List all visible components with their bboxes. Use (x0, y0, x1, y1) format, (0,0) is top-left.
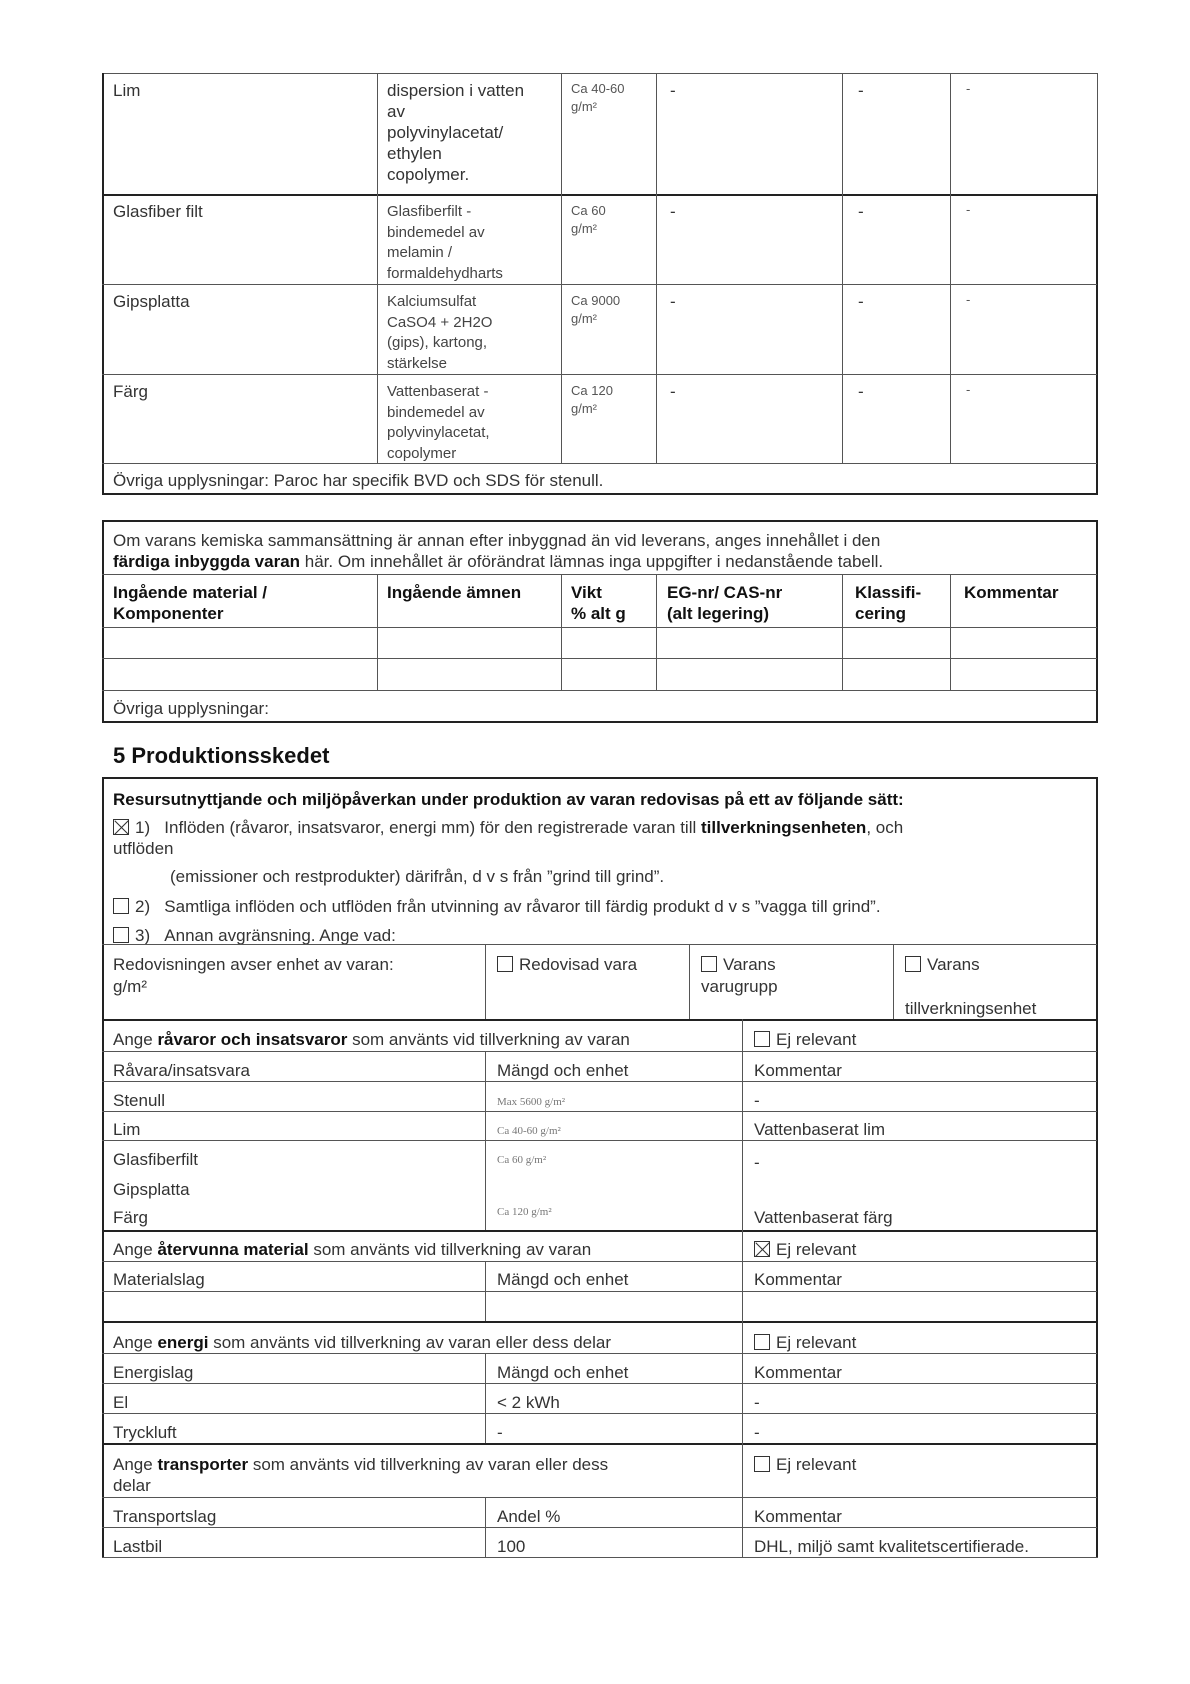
material-cell: Lim (113, 81, 141, 100)
col-header: Kommentar (754, 1363, 842, 1382)
recycled-title (113, 1239, 591, 1260)
weight-line: Ca 120 (571, 383, 613, 398)
divider (102, 284, 1097, 285)
option-1-line3: (emissioner och restprodukter) därifrån, d v s från ”grind till grind”. (170, 867, 665, 886)
divider (102, 374, 1097, 375)
unit-option-group[interactable] (701, 954, 776, 975)
header-weight (571, 582, 626, 624)
divider (102, 1383, 1097, 1384)
divider (485, 1353, 486, 1443)
option-bold: tillverkningsenheten (700, 818, 867, 837)
class-cell: - (858, 292, 864, 311)
substance-line: stärkelse (387, 354, 448, 372)
comment-cell: - (966, 202, 971, 217)
other-info: Övriga upplysningar: (113, 699, 269, 718)
divider (842, 73, 843, 463)
unit-label: Redovisningen avser enhet av varan: (113, 955, 394, 974)
raw-materials-title (113, 1029, 630, 1050)
option-text: Samtliga inflöden och utflöden från utvinning av råvaror till färdig produkt d v s ”vagga till grind”. (164, 897, 881, 916)
divider (102, 1140, 1097, 1141)
divider (1096, 194, 1098, 494)
energy-title (113, 1332, 611, 1353)
divider (102, 1443, 1098, 1445)
option-1[interactable] (113, 817, 903, 838)
divider (950, 73, 951, 463)
weight-cell (571, 80, 624, 116)
header-line: cering (855, 604, 907, 623)
col-header: Mängd och enhet (497, 1270, 629, 1289)
divider (561, 574, 562, 690)
checkbox-label: Ej relevant (776, 1333, 857, 1352)
substance-line: ethylen (387, 144, 442, 163)
method-intro: Resursutnyttjande och miljöpåverkan under produktion av varan redovisas på ett av följande sätt: (113, 790, 904, 809)
col-header: Kommentar (754, 1061, 842, 1080)
divider (102, 1291, 1097, 1292)
raw-name: Lim (113, 1120, 141, 1139)
substance-line: bindemedel av (387, 403, 485, 421)
energy-name: Tryckluft (113, 1423, 177, 1442)
intro-text-2 (113, 551, 883, 572)
divider (102, 944, 1097, 945)
substance-line: polyvinylacetat, (387, 424, 490, 441)
divider (377, 73, 378, 463)
option-tail: , och (866, 818, 904, 837)
divider (950, 574, 951, 690)
substance-line: Glasfiberfilt - (387, 203, 472, 220)
material-cell: Färg (113, 382, 148, 401)
raw-amount: Ca 120 g/m² (497, 1206, 552, 1218)
material-cell: Gipsplatta (113, 292, 190, 311)
weight-line: g/m² (571, 99, 597, 114)
title-bold: energi (157, 1333, 209, 1352)
header-line: Ingående material / (113, 583, 267, 602)
header-line: Komponenter (113, 604, 224, 623)
raw-comment: Vattenbaserat färg (754, 1208, 893, 1227)
checkbox-label: Ej relevant (776, 1030, 857, 1049)
title-prefix: Ange (113, 1455, 158, 1474)
raw-amount: Ca 60 g/m² (497, 1154, 547, 1166)
divider (102, 73, 1097, 74)
divider (102, 690, 1097, 691)
title-bold: återvunna material (157, 1240, 309, 1259)
material-cell: Glasfiber filt (113, 202, 203, 221)
checkbox-icon[interactable] (905, 956, 921, 972)
header-line: Klassifi- (855, 583, 922, 602)
checkbox-checked-icon[interactable] (113, 819, 129, 835)
checkbox-icon[interactable] (113, 898, 129, 914)
divider (102, 627, 1097, 628)
substance-line: formaldehydharts (387, 264, 503, 282)
recycled-not-relevant[interactable] (754, 1239, 856, 1260)
header-classification (855, 582, 921, 624)
divider (102, 1557, 1098, 1558)
raw-comment: - (754, 1091, 760, 1110)
class-cell: - (858, 382, 864, 401)
divider (102, 1051, 1097, 1052)
checkbox-label: Ej relevant (776, 1240, 857, 1259)
divider (1096, 520, 1098, 723)
checkbox-icon[interactable] (113, 927, 129, 943)
weight-cell (571, 292, 620, 328)
option-2[interactable] (113, 896, 881, 917)
option-label: Redovisad vara (519, 955, 638, 974)
divider (102, 1413, 1097, 1414)
transport-comment: DHL, miljö samt kvalitetscertifierade. (754, 1537, 1029, 1556)
divider (377, 574, 378, 690)
divider (102, 1081, 1097, 1082)
header-substances (387, 582, 521, 603)
divider (102, 1019, 1098, 1021)
option-label: Varans (723, 955, 776, 974)
option-text: Inflöden (råvaror, insatsvaror, energi mm) för den registrerade varan till (164, 818, 701, 837)
col-header: Materialslag (113, 1270, 205, 1289)
substance-line: CaSO4 + 2H2O (387, 313, 493, 331)
header-comment (964, 582, 1058, 603)
divider (656, 574, 657, 690)
title-suffix: som använts vid tillverkning av varan (308, 1240, 592, 1259)
comment-cell: - (966, 382, 971, 397)
divider (102, 463, 1097, 464)
class-cell: - (858, 202, 864, 221)
divider (742, 1230, 743, 1321)
raw-name: Glasfiberfilt (113, 1150, 199, 1169)
substance-cell (387, 382, 490, 464)
substance-line: melamin / (387, 244, 453, 261)
divider (893, 944, 894, 1019)
egcas-cell: - (670, 81, 676, 100)
raw-amount: Max 5600 g/m² (497, 1096, 566, 1108)
transport-not-relevant[interactable] (754, 1454, 856, 1475)
weight-cell (571, 382, 613, 418)
title-bold: transporter (157, 1455, 249, 1474)
title-bold: råvaror och insatsvaror (157, 1030, 348, 1049)
intro-bold: färdiga inbyggda varan (113, 552, 301, 571)
divider (689, 944, 690, 1019)
weight-line: g/m² (571, 221, 597, 236)
raw-name: Färg (113, 1208, 148, 1227)
header-line: % alt g (571, 604, 626, 623)
checkbox-icon[interactable] (701, 956, 717, 972)
energy-comment: - (754, 1393, 760, 1412)
divider (102, 1230, 1098, 1232)
checkbox-icon[interactable] (754, 1334, 770, 1350)
title-suffix: som använts vid tillverkning av varan eller dess delar (208, 1333, 611, 1352)
divider (102, 520, 104, 723)
divider (561, 73, 562, 463)
energy-name: El (113, 1393, 129, 1412)
substance-line: (gips), kartong, (387, 334, 488, 351)
divider (102, 1353, 1097, 1354)
title-suffix: som använts vid tillverkning av varan eller dess (248, 1455, 609, 1474)
transport-name: Lastbil (113, 1537, 163, 1556)
title-suffix: som använts vid tillverkning av varan (347, 1030, 630, 1049)
divider (102, 1111, 1097, 1112)
unit-value: g/m² (113, 977, 147, 996)
col-header: Energislag (113, 1363, 194, 1382)
energy-comment: - (754, 1423, 760, 1442)
col-header: Mängd och enhet (497, 1363, 629, 1382)
substance-line: copolymer. (387, 165, 470, 184)
divider (742, 1321, 743, 1443)
egcas-cell: - (670, 292, 676, 311)
transport-title-line2: delar (113, 1476, 151, 1495)
option-label: Varans (927, 955, 980, 974)
weight-line: g/m² (571, 311, 597, 326)
substance-line: bindemedel av (387, 223, 485, 241)
divider (1097, 73, 1098, 194)
checkbox-label: Ej relevant (776, 1455, 857, 1474)
header-line: Kommentar (964, 583, 1059, 602)
unit-option-declared[interactable] (497, 954, 637, 975)
option-num: 2) (135, 897, 151, 916)
header-material (113, 582, 267, 624)
checkbox-icon[interactable] (497, 956, 513, 972)
energy-not-relevant[interactable] (754, 1332, 856, 1353)
substance-line: dispersion i vatten (387, 81, 525, 100)
raw-name: Stenull (113, 1091, 165, 1110)
egcas-cell: - (670, 382, 676, 401)
header-line: EG-nr/ CAS-nr (667, 583, 783, 602)
energy-amount: - (497, 1423, 503, 1442)
divider (1096, 777, 1098, 1558)
unit-option-unit-line2: tillverkningsenhet (905, 999, 1037, 1018)
divider (656, 73, 657, 463)
substance-line: av (387, 102, 405, 121)
col-header: Kommentar (754, 1507, 842, 1526)
col-header: Råvara/insatsvara (113, 1061, 251, 1080)
transport-title (113, 1454, 608, 1475)
title-prefix: Ange (113, 1030, 158, 1049)
header-egcas (667, 582, 782, 624)
energy-amount: < 2 kWh (497, 1393, 560, 1412)
title-prefix: Ange (113, 1240, 158, 1259)
substance-line: polyvinylacetat/ (387, 123, 504, 142)
substance-line: Vattenbaserat - (387, 383, 489, 400)
divider (102, 194, 1098, 196)
raw-amount: Ca 40-60 g/m² (497, 1125, 561, 1137)
raw-comment: - (754, 1153, 760, 1172)
checkbox-icon[interactable] (754, 1456, 770, 1472)
divider (102, 520, 1098, 522)
col-header: Kommentar (754, 1270, 842, 1289)
raw-comment: Vattenbaserat lim (754, 1120, 886, 1139)
class-cell: - (858, 81, 864, 100)
section-title: 5 Produktionsskedet (113, 743, 330, 768)
divider (742, 1443, 743, 1557)
substance-line: copolymer (387, 444, 457, 462)
substance-cell (387, 292, 492, 374)
header-line: Vikt (571, 583, 602, 602)
divider (102, 1261, 1097, 1262)
weight-cell (571, 202, 606, 238)
raw-not-relevant[interactable] (754, 1029, 856, 1050)
unit-option-unit[interactable] (905, 954, 980, 975)
checkbox-checked-icon[interactable] (754, 1241, 770, 1257)
intro-text: Om varans kemiska sammansättning är annan efter inbyggnad än vid leverans, anges innehållet i den (113, 531, 881, 550)
raw-name: Gipsplatta (113, 1180, 190, 1199)
divider (842, 574, 843, 690)
col-header: Mängd och enhet (497, 1061, 629, 1080)
other-info: Övriga upplysningar: Paroc har specifik BVD och SDS för stenull. (113, 471, 604, 490)
divider (102, 1527, 1097, 1528)
divider (102, 574, 1097, 575)
substance-line: Kalciumsulfat (387, 293, 477, 310)
header-line: (alt legering) (667, 604, 770, 623)
option-num: 3) (135, 926, 151, 945)
divider (485, 944, 486, 1019)
comment-cell: - (966, 292, 971, 307)
header-line: Ingående ämnen (387, 583, 522, 602)
divider (102, 493, 1098, 495)
substance-cell (387, 202, 503, 284)
weight-line: g/m² (571, 401, 597, 416)
comment-cell: - (966, 81, 971, 96)
transport-share: 100 (497, 1537, 526, 1556)
option-1-line2: utflöden (113, 839, 174, 858)
divider (102, 777, 104, 1558)
checkbox-icon[interactable] (754, 1031, 770, 1047)
divider (102, 1321, 1098, 1323)
divider (102, 1497, 1097, 1498)
weight-line: Ca 60 (571, 203, 606, 218)
divider (102, 721, 1098, 723)
egcas-cell: - (670, 202, 676, 221)
divider (102, 777, 1098, 779)
weight-line: Ca 40-60 (571, 81, 625, 96)
col-header: Transportslag (113, 1507, 217, 1526)
unit-option-group-line2: varugrupp (701, 977, 778, 996)
title-prefix: Ange (113, 1333, 158, 1352)
option-num: 1) (135, 818, 151, 837)
option-text: Annan avgränsning. Ange vad: (164, 926, 396, 945)
divider (102, 658, 1097, 659)
substance-cell (387, 80, 524, 185)
weight-line: Ca 9000 (571, 293, 621, 308)
intro-rest: här. Om innehållet är oförändrat lämnas inga uppgifter i nedanstående tabell. (300, 552, 884, 571)
col-header: Andel % (497, 1507, 561, 1526)
option-3[interactable] (113, 925, 396, 946)
